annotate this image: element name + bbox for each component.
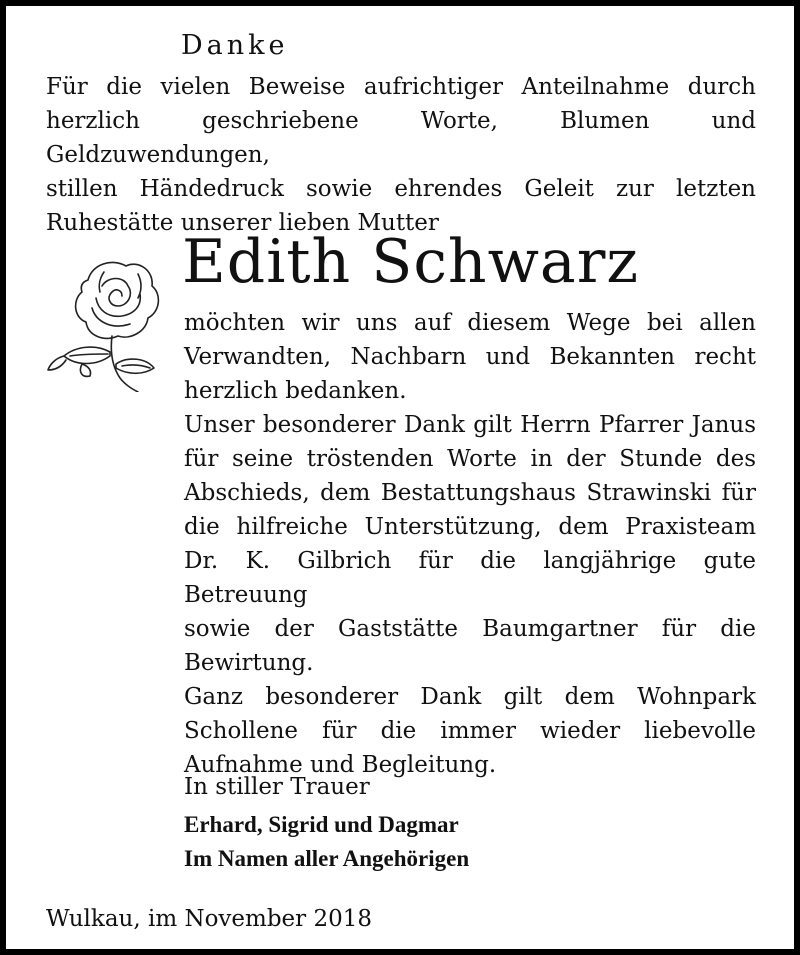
body-line: Bewirtung. [184, 650, 314, 676]
rose-icon [42, 252, 174, 392]
signers [184, 808, 469, 876]
body-line: sowie der Gaststätte Baumgartner für die [184, 616, 756, 642]
intro-line: Für die vielen Beweise aufrichtiger Anteilnahme durch [46, 74, 756, 100]
deceased-name: Edith Schwarz [182, 227, 639, 297]
intro-paragraph [46, 70, 756, 240]
intro-line: Ruhestätte unserer lieben Mutter [46, 210, 439, 236]
body-line: Schollene für die immer wieder liebevolle [184, 718, 756, 744]
intro-line: herzlich geschriebene Worte, Blumen und Geldzuwendungen, [46, 108, 756, 168]
body-line: für seine tröstenden Worte in der Stunde des [184, 446, 756, 472]
closing-line: In stiller Trauer [184, 774, 370, 800]
body-line: Dr. K. Gilbrich für die langjährige gute Betreuung [184, 548, 756, 608]
place-date: Wulkau, im November 2018 [46, 906, 372, 932]
body-line: die hilfreiche Unterstützung, dem Praxisteam [184, 514, 756, 540]
signer-family: Im Namen aller Angehörigen [184, 846, 470, 871]
body-line: Unser besonderer Dank gilt Herrn Pfarrer Janus [184, 412, 756, 438]
notice-heading: Danke [181, 30, 289, 61]
body-line: herzlich bedanken. [184, 378, 407, 404]
body-line: Aufnahme und Begleitung. [184, 752, 497, 778]
signer-names: Erhard, Sigrid und Dagmar [184, 812, 459, 837]
body-line: möchten wir uns auf diesem Wege bei allen [184, 310, 756, 336]
body-paragraph [184, 306, 756, 782]
body-line: Abschieds, dem Bestattungshaus Strawinski für [184, 480, 756, 506]
body-line: Verwandten, Nachbarn und Bekannten recht [184, 344, 756, 370]
body-line: Ganz besonderer Dank gilt dem Wohnpark [184, 684, 756, 710]
intro-line: stillen Händedruck sowie ehrendes Geleit zur letzten [46, 176, 756, 202]
